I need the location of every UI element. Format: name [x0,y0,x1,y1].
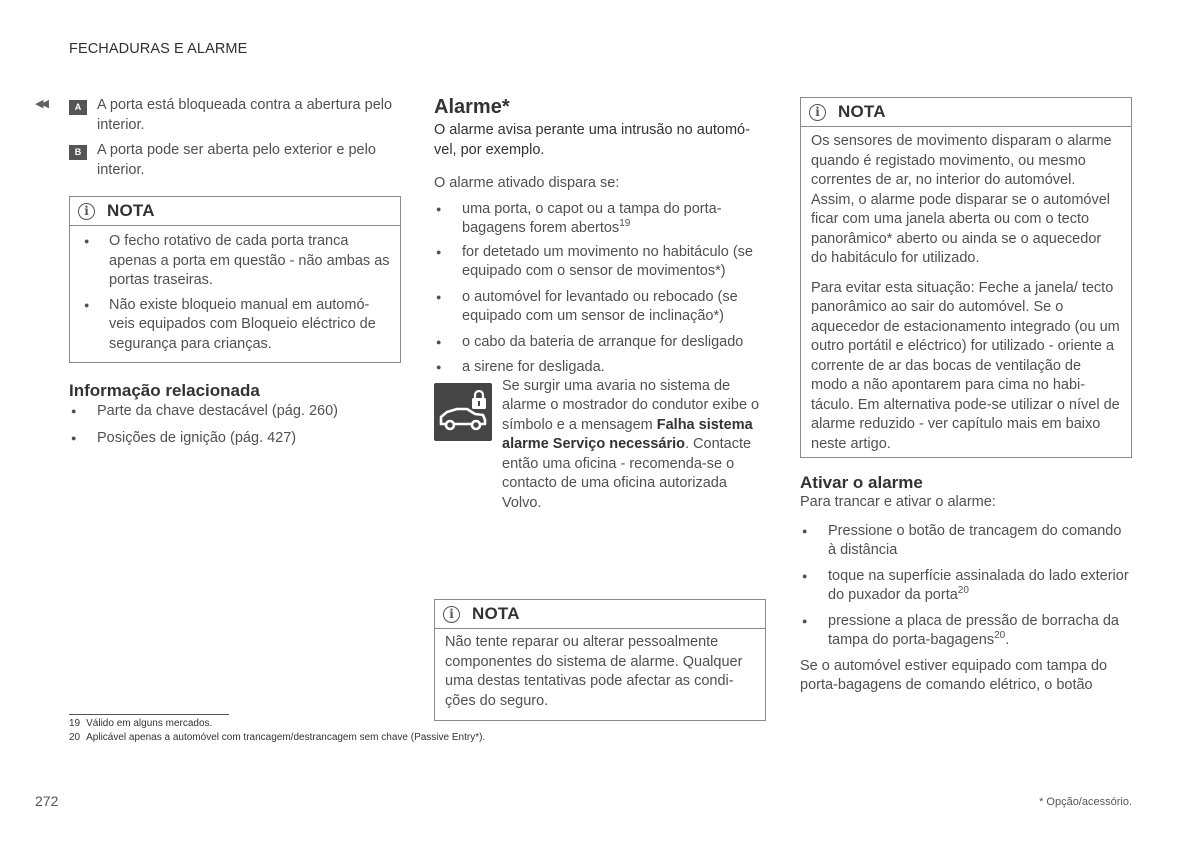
related-link[interactable]: ● Parte da chave destacável (pág. 260) [69,402,401,422]
list-item: ● uma porta, o capot ou a tampa do porta-bagagens forem abertos$^{19}$ [434,200,766,239]
activate-lead: Para trancar e ativar o alarme: [800,494,996,510]
label-badge: B [69,145,87,160]
note-paragraph: Os sensores de movimento disparam o alarme quando é registado movimento, ou mesmo correntes de ar, no interior do automóvel. Assim, o alarme pode disparar se o automóvel ficar com uma janela aberta ou com o tecto panorâmico* aberto ou ainda se o aquecedor do habitáculo for utilizado. [811,133,1112,266]
fault-block [434,377,766,514]
list-item: ● for detetado um movimento no habitáculo (se equipado com o sensor de movimentos*) [434,243,766,282]
section-heading: Alarme* [434,96,510,118]
label-badge: A [69,100,87,115]
column-2 [434,96,766,721]
footnote-divider [69,714,229,715]
note-title: NOTA [107,201,155,221]
car-lock-icon [434,383,492,441]
info-icon: i [78,203,95,220]
column-3 [800,96,1132,696]
info-icon: i [809,104,826,121]
labeled-item-text: A porta pode ser aberta pelo exterior e pelo interior. [97,142,376,178]
note-box [800,97,1132,458]
info-icon: i [443,606,460,623]
note-paragraph: Para evitar esta situação: Feche a janela/ tecto panorâmico ao sair do automóvel. Se o aquecedor de estacionamento integrado (ou um outro portátil e eléctrico) for utilizado - oriente a corrente de ar das bocas de ventilação de modo a não apontarem para cima no habitáculo. Em alternativa pode-se utilizar o nível de alarme reduzido - ver capítulo mais em baixo neste artigo. [811,279,1120,452]
footnote: 19 Válido em alguns mercados. [69,718,213,729]
related-heading: Informação relacionada [69,381,260,400]
list-item: ● o cabo da bateria de arranque for desligado [434,333,766,353]
option-note: * Opção/acessório. [1039,796,1132,808]
list-item: ● o automóvel for levantado ou rebocado (se equipado com um sensor de inclinação*) [434,288,766,327]
list-item: ● toque na superfície assinalada do lado exterior do puxador da porta$^{20}$ [800,567,1132,606]
note-title: NOTA [838,102,886,122]
intro-text: O alarme avisa perante uma intrusão no automóvel, por exemplo. [434,122,750,158]
list-item: ● a sirene for desligada. [434,358,766,378]
column-1 [69,96,401,453]
list-item: ● pressione a placa de pressão de borracha da tampa do porta-bagagens$^{20}$. [800,612,1132,651]
labeled-item-b [69,141,401,180]
related-link[interactable]: ● Posições de ignição (pág. 427) [69,429,401,449]
labeled-item-text: A porta está bloqueada contra a abertura pelo interior. [97,97,393,133]
note-header [70,197,400,226]
note-box [69,196,401,363]
chapter-title: FECHADURAS E ALARME [69,41,248,57]
note-title: NOTA [472,604,520,624]
trigger-lead: O alarme ativado dispara se: [434,175,620,191]
note-header [801,98,1131,127]
note-text: Não tente reparar ou alterar pessoalmente componentes do sistema de alarme. Qualquer uma destas tentativas pode afectar as condições do seguro. [445,634,743,709]
labeled-item-a [69,96,401,135]
activate-heading: Ativar o alarme [800,473,923,492]
closing-text: Se o automóvel estiver equipado com tampa do porta-bagagens de comando elétrico, o botão [800,657,1108,693]
footnote: 20 Aplicável apenas a automóvel com trancagem/destrancagem sem chave (Passive Entry*). [69,732,486,743]
list-item: ● O fecho rotativo de cada porta tranca apenas a porta em questão - não ambas as portas traseiras. [80,232,390,291]
note-header [435,600,765,629]
list-item: ● Pressione o botão de trancagem do comando à distância [800,522,1132,561]
page-number: 272 [35,793,59,809]
fault-text-top: Se surgir uma avaria no sistema de alarme o mostrador do condutor exibe o símbolo e a mensagem Falha sistema alarme Serviço necessário. Contacte então uma oficina - recomenda-se o contacto de uma oficina autorizada Volvo. [502,377,760,511]
list-item: ● Não existe bloqueio manual em automóveis equipados com Bloqueio eléctrico de segurança para crianças. [80,296,390,355]
back-arrows-icon[interactable]: ◀◀ [35,98,46,110]
note-box [434,599,766,721]
